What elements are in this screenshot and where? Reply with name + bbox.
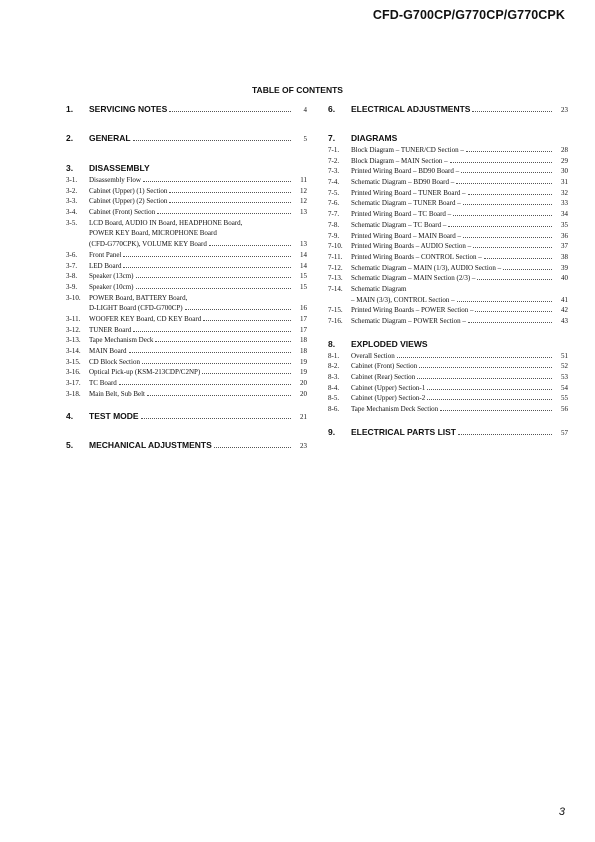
entry-page: 54 [561,383,568,392]
entry-number: 3-4. [66,208,78,217]
entry-number: 3-17. [66,379,81,388]
entry-title: Disassembly Flow [89,176,141,184]
toc-entry[interactable] [328,210,568,221]
leader-dots [119,384,291,385]
entry-number: 7-11. [328,252,343,261]
toc-entry[interactable] [66,379,307,390]
leader-dots [473,247,552,248]
entry-title: Printed Wiring Boards – AUDIO Section – [351,242,472,251]
toc-entry [66,229,307,240]
leader-dots [448,226,552,227]
leader-dots [450,162,552,163]
leader-dots [457,301,552,302]
toc-entry[interactable] [66,251,307,262]
section-title: MECHANICAL ADJUSTMENTS [89,440,212,451]
section-title: ELECTRICAL PARTS LIST [351,426,456,437]
entry-title: D-LIGHT Board (CFD-G700CP) [89,304,183,313]
entry-title: Printed Wiring Board – MAIN Board – [351,231,462,240]
toc-entry[interactable] [328,157,568,168]
entry-number: 3-2. [66,186,78,195]
entry-title: Block Diagram – MAIN Section – [351,156,448,165]
entry-page: 12 [300,186,307,195]
entry-title: POWER KEY Board, MICROPHONE Board [89,229,217,238]
section-8-entries [328,352,568,416]
toc-entry[interactable] [66,347,307,358]
section-number: 5. [66,440,74,451]
toc-entry[interactable] [66,304,307,315]
entry-title: POWER Board, BATTERY Board, [89,293,188,302]
leader-dots [155,341,291,342]
entry-title: Schematic Diagram – POWER Section – [351,317,466,325]
entry-number: 3-15. [66,357,81,366]
section-number: 4. [66,411,74,422]
entry-page: 43 [561,317,568,325]
toc-section-5[interactable] [66,440,307,452]
leader-dots [157,213,291,214]
entry-title: Printed Wiring Board – BD90 Board – [351,167,460,176]
entry-number: 7-12. [328,263,343,272]
section-page: 4 [303,106,307,114]
entry-number: 3-12. [66,325,81,334]
leader-dots [143,181,291,182]
leader-dots [185,309,291,310]
entry-title: WOOFER KEY Board, CD KEY Board [89,314,202,323]
toc-section-7 [328,133,568,328]
entry-page: 55 [561,394,568,403]
toc-entry[interactable] [328,352,568,363]
entry-number: 3-10. [66,293,81,302]
section-title: SERVICING NOTES [89,104,168,114]
toc-entry [66,294,307,305]
entry-title: Schematic Diagram – BD90 Board – [351,178,455,187]
entry-page: 33 [561,199,568,208]
entry-title: (CFD-G770CPK), VOLUME KEY Board [89,240,207,249]
entry-title: Tape Mechanism Deck Section [351,405,439,414]
entry-page: 52 [561,362,568,371]
entry-number: 3-6. [66,250,78,259]
leader-dots [468,322,552,323]
toc-entry[interactable] [66,262,307,273]
leader-dots [463,204,552,205]
entry-number: 3-13. [66,336,81,345]
toc-section-3 [66,163,307,400]
toc-entry[interactable] [66,368,307,379]
entry-title: Schematic Diagram [351,284,407,293]
toc-entry[interactable] [66,390,307,401]
leader-dots [475,311,552,312]
entry-number: 7-14. [328,284,343,293]
entry-page: 12 [300,197,307,206]
section-page: 23 [300,442,307,451]
entry-title: Printed Wiring Boards – CONTROL Section – [351,252,482,261]
toc-entry[interactable] [328,178,568,189]
toc-entry[interactable] [66,315,307,326]
toc-entry[interactable] [328,253,568,264]
entry-page: 13 [300,208,307,217]
entry-title: MAIN Board [89,347,127,355]
entry-title: Schematic Diagram – TUNER Board – [351,199,461,208]
leader-dots [123,256,291,257]
toc-left-column [66,104,307,461]
toc-entry[interactable] [328,362,568,373]
toc-entry [328,285,568,296]
entry-title: Printed Wiring Board – TUNER Board – [351,188,466,197]
leader-dots [133,140,291,141]
leader-dots [503,269,552,270]
entry-page: 17 [300,314,307,323]
entry-title: CD Block Section [89,357,140,366]
entry-title: – MAIN (3/3), CONTROL Section – [351,295,455,304]
entry-title: Speaker (13cm) [89,272,134,281]
leader-dots [427,389,552,390]
toc-entry[interactable] [328,296,568,307]
entry-number: 3-5. [66,218,78,227]
leader-dots [141,418,291,419]
section-page: 21 [300,413,307,422]
entry-number: 7-2. [328,156,340,165]
entry-page: 19 [300,368,307,377]
entry-number: 8-4. [328,383,340,392]
leader-dots [484,258,552,259]
section-number: 8. [328,338,336,349]
entry-title: LCD Board, AUDIO IN Board, HEADPHONE Board, [89,218,243,227]
toc-entry[interactable] [66,283,307,294]
entry-page: 11 [300,176,307,184]
toc-entry[interactable] [328,373,568,384]
document-header-model: CFD-G700CP/G770CP/G770CPK [372,8,565,22]
entry-page: 18 [300,336,307,345]
section-title: DISASSEMBLY [89,163,150,173]
entry-number: 7-9. [328,231,340,240]
toc-entry[interactable] [328,232,568,243]
entry-title: Schematic Diagram – MAIN (1/3), AUDIO Section – [351,263,502,272]
entry-number: 7-3. [328,167,340,176]
toc-entry[interactable] [328,306,568,317]
leader-dots [169,192,291,193]
section-page: 5 [303,135,307,143]
section-3-entries [66,176,307,400]
section-7-entries [328,146,568,328]
toc-section-8 [328,339,568,416]
leader-dots [466,151,552,152]
entry-page: 14 [300,250,307,259]
entry-page: 39 [561,263,568,272]
entry-number: 3-14. [66,347,81,355]
entry-title: TUNER Board [89,325,132,334]
toc-entry[interactable] [66,187,307,198]
toc-entry[interactable] [66,240,307,251]
toc-entry[interactable] [328,189,568,200]
entry-number: 7-10. [328,242,343,251]
entry-page: 31 [561,178,568,187]
toc-right-column [328,104,568,448]
section-title: ELECTRICAL ADJUSTMENTS [351,104,471,114]
leader-dots [123,267,291,268]
entry-title: Speaker (10cm) [89,282,134,291]
toc-section-9[interactable] [328,427,568,439]
entry-title: Tape Mechanism Deck [89,336,154,345]
toc-entry[interactable] [328,146,568,157]
toc-entry[interactable] [66,176,307,187]
entry-title: Cabinet (Upper) (1) Section [89,186,168,195]
entry-page: 56 [561,405,568,414]
section-page: 57 [561,428,568,437]
leader-dots [136,277,291,278]
toc-entry[interactable] [66,197,307,208]
leader-dots [456,183,552,184]
leader-dots [477,279,552,280]
leader-dots [169,202,291,203]
toc-entry[interactable] [328,317,568,328]
entry-number: 7-13. [328,274,343,283]
entry-title: Cabinet (Rear) Section [351,373,416,382]
leader-dots [463,237,552,238]
entry-title: Block Diagram – TUNER/CD Section – [351,146,464,154]
entry-number: 7-6. [328,199,340,208]
toc-entry[interactable] [328,264,568,275]
section-number: 9. [328,426,336,437]
entry-title: Optical Pick-up (KSM-213CDP/C2NP) [89,368,201,377]
leader-dots [427,399,552,400]
toc-entry[interactable] [328,242,568,253]
entry-number: 8-6. [328,405,340,414]
entry-page: 32 [561,188,568,197]
toc-section-4[interactable] [66,411,307,423]
entry-number: 7-8. [328,220,340,229]
toc-entry[interactable] [66,336,307,347]
entry-page: 18 [300,347,307,355]
toc-entry[interactable] [328,274,568,285]
toc-entry[interactable] [66,326,307,337]
toc-entry[interactable] [328,384,568,395]
toc-entry[interactable] [66,208,307,219]
toc-section-6[interactable] [328,104,568,116]
toc-entry[interactable] [66,272,307,283]
leader-dots [461,172,552,173]
toc-entry[interactable] [328,221,568,232]
entry-page: 15 [300,282,307,291]
entry-title: Overall Section [351,351,395,360]
entry-title: Schematic Diagram – MAIN Section (2/3) – [351,274,476,283]
entry-page: 29 [561,156,568,165]
entry-number: 3-3. [66,197,78,206]
entry-page: 17 [300,325,307,334]
entry-page: 13 [300,240,307,249]
entry-page: 20 [300,379,307,388]
entry-title: Front Panel [89,250,122,259]
entry-number: 8-2. [328,362,340,371]
entry-number: 7-5. [328,188,340,197]
entry-number: 3-16. [66,368,81,377]
entry-number: 8-3. [328,373,340,382]
entry-page: 34 [561,210,568,219]
section-page: 23 [561,106,568,114]
entry-page: 42 [561,306,568,315]
entry-page: 41 [561,295,568,304]
entry-number: 3-9. [66,282,78,291]
entry-number: 7-4. [328,178,340,187]
entry-title: Schematic Diagram – TC Board – [351,220,447,229]
entry-page: 30 [561,167,568,176]
entry-page: 40 [561,274,568,283]
leader-dots [209,245,291,246]
toc-entry[interactable] [328,394,568,405]
toc-entry [66,219,307,230]
entry-title: Printed Wiring Boards – POWER Section – [351,306,474,315]
entry-number: 3-11. [66,314,81,323]
entry-number: 7-7. [328,210,340,219]
entry-number: 7-1. [328,146,340,154]
entry-number: 3-1. [66,176,78,184]
leader-dots [129,352,291,353]
leader-dots [419,367,552,368]
leader-dots [147,395,291,396]
entry-title: Cabinet (Front) Section [351,362,418,371]
leader-dots [136,288,291,289]
entry-number: 3-7. [66,261,78,270]
entry-page: 28 [561,146,568,154]
page-number: 3 [558,806,565,818]
entry-number: 8-5. [328,394,340,403]
entry-page: 51 [561,351,568,360]
entry-page: 36 [561,231,568,240]
leader-dots [472,111,552,112]
entry-title: Main Belt, Sub Belt [89,389,145,398]
entry-page: 15 [300,272,307,281]
leader-dots [214,447,291,448]
entry-page: 37 [561,242,568,251]
section-number: 6. [328,104,336,114]
leader-dots [453,215,552,216]
toc-section-1[interactable] [66,104,307,116]
entry-title: Printed Wiring Board – TC Board – [351,210,452,219]
toc-entry[interactable] [328,199,568,210]
leader-dots [133,331,291,332]
entry-title: Cabinet (Upper) Section-1 [351,383,426,392]
entry-number: 7-16. [328,317,343,325]
leader-dots [417,378,552,379]
entry-title: Cabinet (Upper) (2) Section [89,197,168,206]
entry-page: 14 [300,261,307,270]
entry-page: 35 [561,220,568,229]
entry-number: 3-8. [66,272,78,281]
entry-title: TC Board [89,379,117,388]
section-title: EXPLODED VIEWS [351,338,428,349]
entry-page: 38 [561,252,568,261]
section-number: 7. [328,133,336,143]
toc-section-2[interactable] [66,133,307,145]
section-title: TEST MODE [89,411,139,422]
entry-number: 3-18. [66,389,81,398]
leader-dots [440,410,552,411]
entry-page: 53 [561,373,568,382]
toc-entry[interactable] [328,405,568,416]
entry-title: Cabinet (Front) Section [89,208,156,217]
leader-dots [142,363,291,364]
toc-title: TABLE OF CONTENTS [252,85,343,95]
entry-number: 8-1. [328,351,340,360]
entry-number: 7-15. [328,306,343,315]
section-number: 2. [66,133,74,143]
entry-page: 20 [300,389,307,398]
section-number: 1. [66,104,74,114]
section-number: 3. [66,163,74,173]
entry-page: 16 [300,304,307,313]
section-title: DIAGRAMS [351,133,398,143]
toc-entry[interactable] [66,358,307,369]
leader-dots [397,357,552,358]
section-title: GENERAL [89,133,131,143]
entry-title: Cabinet (Upper) Section-2 [351,394,426,403]
leader-dots [468,194,552,195]
entry-page: 19 [300,357,307,366]
entry-title: LED Board [89,261,122,270]
leader-dots [202,373,291,374]
toc-entry[interactable] [328,167,568,178]
leader-dots [458,434,552,435]
leader-dots [203,320,291,321]
leader-dots [169,111,291,112]
